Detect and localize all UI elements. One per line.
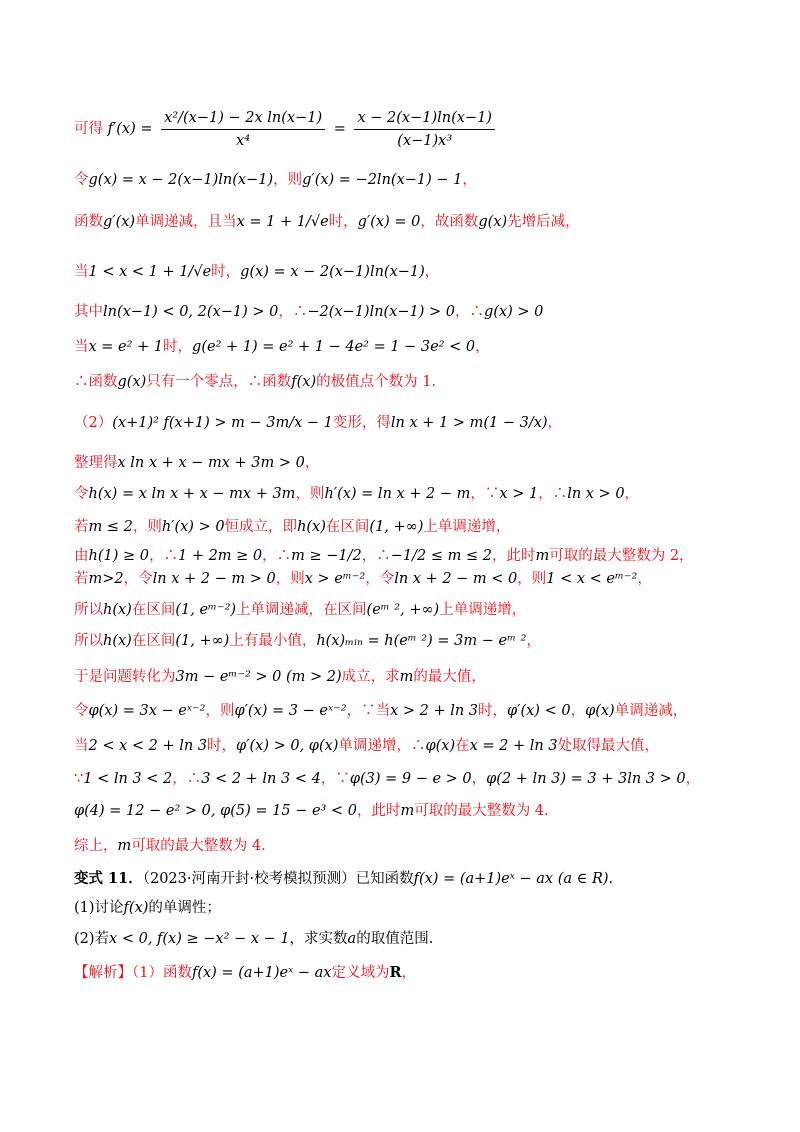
text-segment: ，∴ [455, 304, 485, 320]
formula-segment: f(x) [123, 900, 149, 916]
fraction-2-numerator: x − 2(x−1)ln(x−1) [354, 109, 494, 130]
formula-segment: φ(x) = 3x − eˣ⁻² [88, 703, 206, 719]
formula-segment: ln x + 1 > m(1 − 3/x) [390, 415, 548, 431]
solution-line-17 [74, 701, 760, 721]
text-segment: ，求实数 [289, 931, 348, 947]
formula-segment: g(x) > 0 [484, 304, 544, 320]
formula-segment: h(x) [103, 602, 132, 618]
formula-segment: f(x) = (a+1)eˣ − ax [191, 965, 332, 981]
formula-segment: φ(3) = 9 − e > 0 [349, 771, 472, 787]
formula-segment: 1 < ln 3 < 2 [83, 771, 173, 787]
formula-segment: 1 + 2m ≥ 0 [177, 548, 263, 564]
formula-segment: m>2 [88, 571, 124, 587]
solution-line-11 [74, 517, 760, 537]
text-segment: ，∴ [538, 486, 568, 502]
formula-segment: h(1) ≥ 0 [88, 548, 149, 564]
solution-line-7 [74, 372, 760, 392]
formula-segment: x ln x + x − mx + 3m > 0 [117, 455, 305, 471]
formula-segment: x > 2 + ln 3 [390, 703, 479, 719]
text-segment: ，∴ [172, 771, 202, 787]
formula-line-1 [74, 106, 760, 152]
text-segment: 于是问题转化为 [74, 669, 176, 685]
text-segment: 令 [74, 486, 89, 502]
formula-segment: (1, +∞) [175, 633, 230, 649]
formula-segment: φ(x) [425, 738, 456, 754]
solution-line-6 [74, 337, 760, 357]
formula-segment: φ(x) [585, 703, 615, 719]
formula-segment: x > 1 [499, 486, 539, 502]
formula-segment: −2(x−1)ln(x−1) > 0 [307, 304, 456, 320]
fraction-1-numerator: x²/(x−1) − 2x ln(x−1) [161, 109, 325, 130]
formula-segment: x = e² + 1 [88, 339, 164, 355]
formula-segment: m [535, 548, 550, 564]
formula-segment: f(x) = (a+1)eˣ − ax (a ∈ R) [413, 871, 609, 887]
formula-segment: (1, eᵐ⁻²) [175, 602, 237, 618]
solution-line-14 [74, 600, 760, 620]
fraction-1-denominator: x⁴ [236, 132, 251, 149]
solution-line-9 [74, 453, 760, 473]
text-segment: ，此时 [356, 803, 401, 819]
formula-segment: g(x) = x − 2(x−1)ln(x−1) [240, 264, 425, 280]
text-segment: 时， [328, 214, 358, 230]
text-segment: 单调递减， [614, 703, 688, 719]
text-segment: 【解析】 [74, 965, 132, 981]
text-segment: 的取值范围. [356, 931, 434, 947]
text-segment: 定义域为 [331, 965, 390, 981]
text-segment: ，∵ [320, 771, 350, 787]
text-segment: 上单调递增， [439, 602, 527, 618]
text-segment: 上单调递增， [423, 519, 511, 535]
formula-segment: 3 < 2 + ln 3 < 4 [201, 771, 321, 787]
text-segment: ，则 [517, 571, 547, 587]
text-segment: . [608, 871, 614, 887]
text-segment: ∴函数 [74, 374, 118, 390]
text-segment: 其中 [74, 304, 103, 320]
text-segment: 由 [74, 548, 89, 564]
formula-segment: m ≤ 2 [88, 519, 133, 535]
formula-segment: x = 1 + 1/√e [236, 214, 329, 230]
formula-segment: f′(x) = [107, 121, 153, 137]
text-segment: 整理得 [74, 455, 118, 471]
text-segment: （2） [74, 415, 113, 431]
text-segment: ， [685, 771, 701, 787]
text-segment: ，∵当 [346, 703, 391, 719]
formula-segment: x > eᵐ⁻² [304, 571, 366, 587]
text-segment: ， [401, 965, 417, 981]
text-segment: 时， [211, 264, 241, 280]
text-segment: 成立，求 [341, 669, 400, 685]
formula-segment: φ(2 + ln 3) = 3 + 3ln 3 > 0 [486, 771, 686, 787]
formula-segment: x = 2 + ln 3 [469, 738, 558, 754]
text-segment: 上单调递减，在区间 [236, 602, 367, 618]
solution-line-19 [74, 769, 760, 789]
fraction-2 [354, 109, 494, 150]
solution-line-16 [74, 667, 760, 687]
formula-segment: ln(x−1) < 0, 2(x−1) > 0 [103, 304, 279, 320]
text-segment: 可取的最大整数为 2， [549, 548, 694, 564]
text-segment: 所以 [74, 633, 103, 649]
solution-line-22 [74, 869, 760, 889]
solution-line-4 [74, 262, 760, 282]
text-segment: 所以 [74, 602, 103, 618]
text-segment: ，则 [295, 486, 325, 502]
text-segment: （1）函数 [132, 965, 192, 981]
text-segment: ， [475, 339, 490, 355]
text-segment: 变形，得 [332, 415, 391, 431]
text-segment: 令 [74, 703, 89, 719]
formula-segment: g′(x) = −2ln(x−1) − 1 [302, 172, 463, 188]
formula-segment: g(e² + 1) = e² + 1 − 4e² = 1 − 3e² < 0 [192, 339, 476, 355]
text-segment: ，则 [205, 703, 235, 719]
text-segment: 处取得最大值， [557, 738, 660, 754]
text-segment: ， [637, 571, 652, 587]
formula-segment: m [399, 669, 414, 685]
text-segment: 可取的最大整数为 4. [131, 838, 266, 854]
formula-segment: h(x) = x ln x + x − mx + 3m [88, 486, 296, 502]
text-segment: 的单调性； [148, 900, 221, 916]
text-segment: ，此时 [491, 548, 536, 564]
equals-sign: = [333, 121, 346, 137]
text-segment: ， [471, 771, 487, 787]
text-segment: ∵ [74, 771, 84, 787]
fraction-2-denominator: (x−1)x³ [397, 132, 453, 149]
text-segment: 当 [74, 339, 89, 355]
formula-segment: g′(x) [103, 214, 136, 230]
formula-segment: ln x + 2 − m > 0 [152, 571, 276, 587]
formula-segment: φ′(x) > 0, φ(x) [236, 738, 339, 754]
formula-segment: φ(4) = 12 − e² > 0, φ(5) = 15 − e³ < 0 [74, 803, 357, 819]
text-segment: ， [462, 172, 477, 188]
text-segment: ，∵ [470, 486, 500, 502]
solution-line-21 [74, 836, 760, 856]
text-segment: ， [526, 633, 541, 649]
text-segment: 时， [207, 738, 237, 754]
text-segment: ，∴ [278, 304, 308, 320]
formula-segment: (eᵐ ², +∞) [366, 602, 440, 618]
formula-segment: a [347, 931, 357, 947]
solution-line-13 [74, 569, 760, 589]
text-segment: 时， [163, 339, 193, 355]
text-segment: ，则 [132, 519, 162, 535]
text-segment: ，则 [273, 172, 303, 188]
solution-line-15 [74, 631, 760, 651]
text-segment: （2023·河南开封·校考模拟预测）已知函数 [142, 871, 414, 887]
solution-line-18 [74, 736, 760, 756]
formula-segment: (x+1)² f(x+1) > m − 3m/x − 1 [112, 415, 333, 431]
formula-segment: 1 < x < eᵐ⁻² [546, 571, 638, 587]
solution-line-10 [74, 484, 760, 504]
solution-line-2 [74, 170, 760, 190]
solution-line-23 [74, 898, 760, 918]
text-segment: 单调递增，∴ [338, 738, 426, 754]
formula-segment: φ′(x) = 3 − eˣ⁻² [234, 703, 347, 719]
solution-line-12 [74, 546, 760, 566]
formula-segment: f(x) [291, 374, 317, 390]
formula-segment: h(x) [297, 519, 326, 535]
text-segment: ，∴ [262, 548, 292, 564]
formula-segment: ln x + 2 − m < 0 [394, 571, 518, 587]
formula-segment: h(x) [103, 633, 132, 649]
formula-segment: g′(x) = 0 [357, 214, 421, 230]
text-segment: ，令 [123, 571, 153, 587]
text-segment: 在区间 [131, 602, 176, 618]
text-segment: 若 [74, 571, 89, 587]
text-segment: ，则 [275, 571, 305, 587]
solution-line-3 [74, 212, 760, 232]
text-segment: ，令 [365, 571, 395, 587]
text-segment: 上有最小值， [229, 633, 317, 649]
solution-line-25 [74, 963, 760, 983]
text-segment: ， [624, 486, 640, 502]
text-segment: ， [547, 415, 563, 431]
text-segment: 在区间 [325, 519, 370, 535]
text-segment: 恒成立，即 [224, 519, 298, 535]
text-segment: 当 [74, 738, 89, 754]
text-segment: 变式 11． [74, 870, 143, 887]
text-segment: 当 [74, 264, 89, 280]
formula-segment: g(x) = x − 2(x−1)ln(x−1) [88, 172, 274, 188]
text-segment: ，故函数 [420, 214, 479, 230]
text-segment: 只有一个零点，∴函数 [146, 374, 292, 390]
formula-segment: g(x) [117, 374, 147, 390]
formula-segment: h(x)ₘᵢₙ = h(eᵐ ²) = 3m − eᵐ ² [316, 633, 527, 649]
text-segment: 先增后减， [507, 214, 580, 230]
text-segment: 在区间 [131, 633, 176, 649]
formula-segment: x < 0, f(x) ≥ −x² − x − 1 [109, 931, 290, 947]
fraction-1 [161, 109, 325, 150]
formula-segment: h′(x) = ln x + 2 − m [324, 486, 471, 502]
text-segment: 可得 [74, 121, 103, 137]
text-segment: 若 [74, 519, 89, 535]
formula-segment: 3m − eᵐ⁻² > 0 (m > 2) [175, 669, 342, 685]
text-segment: 综上， [74, 838, 118, 854]
formula-segment: ln x > 0 [567, 486, 625, 502]
text-segment: 的极值点个数为 1. [316, 374, 437, 390]
text-segment: 的最大值， [413, 669, 486, 685]
text-segment: R [389, 964, 402, 981]
formula-segment: g(x) [478, 214, 508, 230]
text-segment: ， [304, 455, 320, 471]
text-segment: ，∴ [361, 548, 391, 564]
text-segment: (1)讨论 [74, 900, 124, 916]
text-segment: 时， [478, 703, 508, 719]
text-segment: ，∴ [148, 548, 178, 564]
text-segment: 函数 [74, 214, 103, 230]
formula-segment: 2 < x < 2 + ln 3 [88, 738, 208, 754]
formula-segment: h′(x) > 0 [161, 519, 225, 535]
solution-line-5 [74, 302, 760, 322]
formula-segment: m [117, 838, 132, 854]
formula-segment: m ≥ −1/2 [291, 548, 362, 564]
text-segment: 令 [74, 172, 89, 188]
formula-segment: m [400, 803, 415, 819]
solution-line-20 [74, 801, 760, 821]
formula-segment: (1, +∞) [369, 519, 424, 535]
formula-segment: φ′(x) < 0 [507, 703, 571, 719]
solution-line-24 [74, 929, 760, 949]
formula-segment: −1/2 ≤ m ≤ 2 [390, 548, 492, 564]
text-segment: 可取的最大整数为 4. [414, 803, 549, 819]
text-segment: (2)若 [74, 931, 110, 947]
solution-line-8 [74, 413, 760, 433]
text-segment: 在 [455, 738, 470, 754]
text-segment: 单调递减，且当 [135, 214, 237, 230]
text-segment: ， [570, 703, 586, 719]
formula-segment: 1 < x < 1 + 1/√e [88, 264, 212, 280]
text-segment: ， [424, 264, 440, 280]
